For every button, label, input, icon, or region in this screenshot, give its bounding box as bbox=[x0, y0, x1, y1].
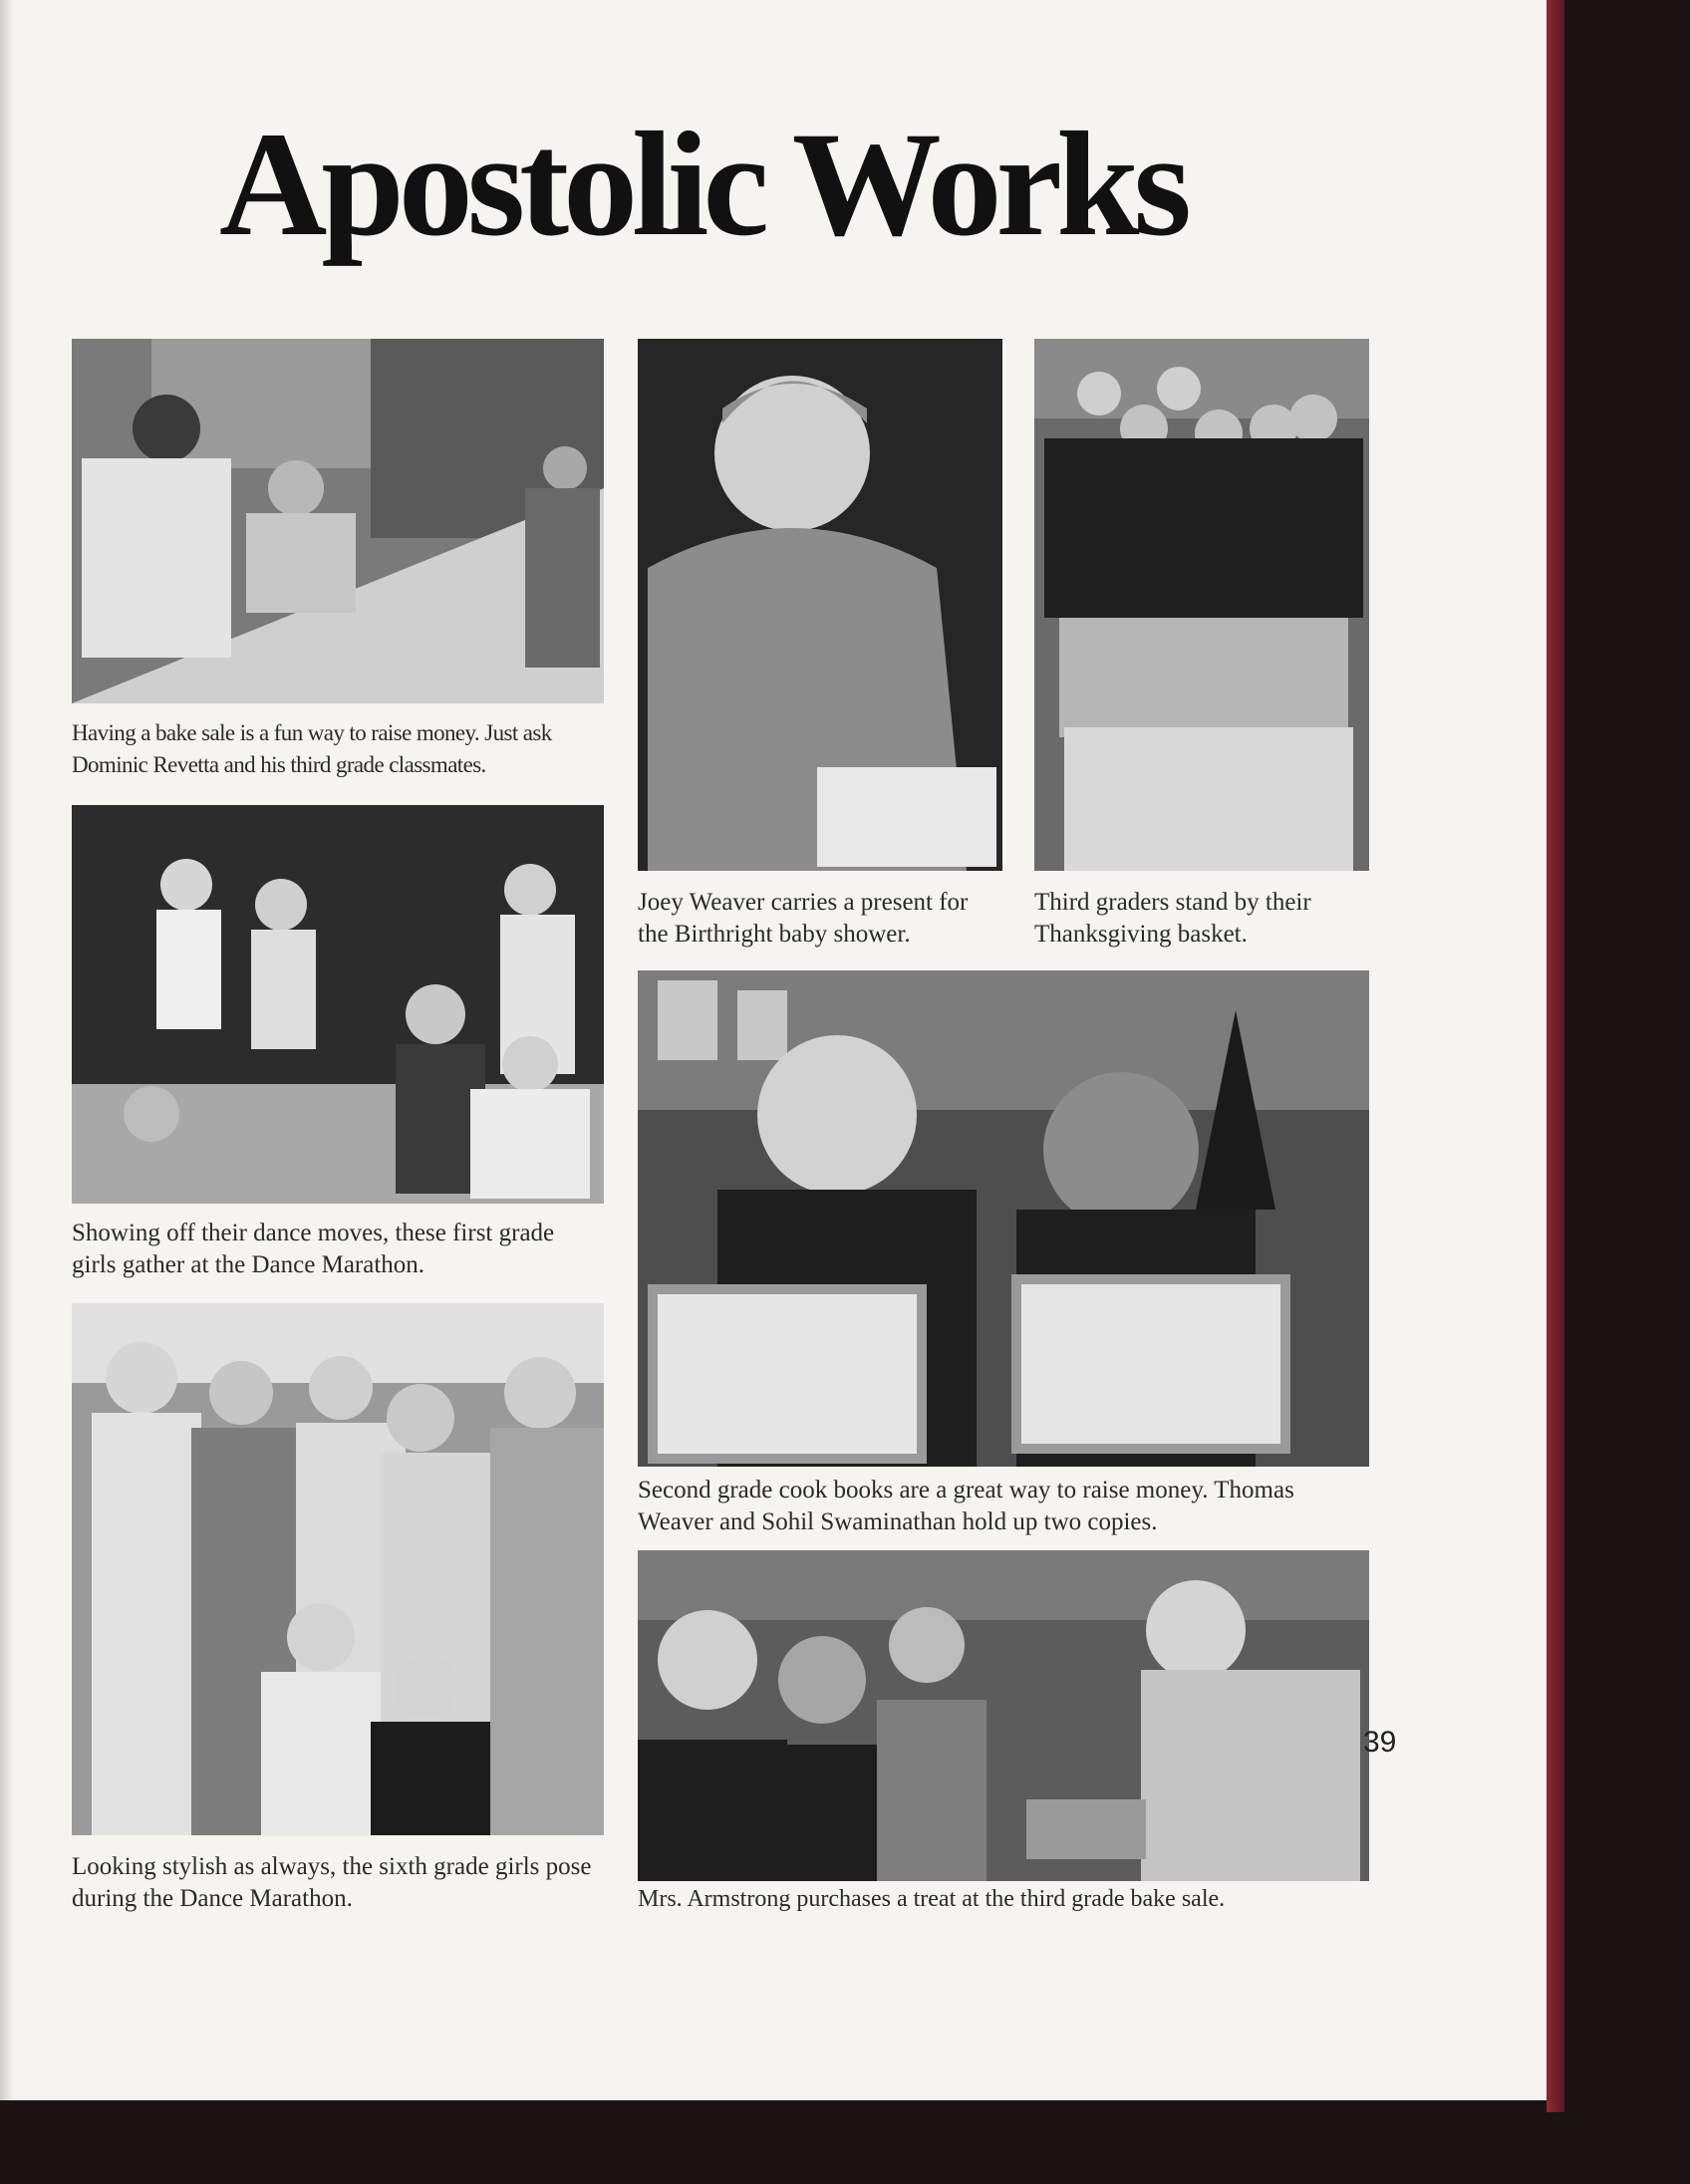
bake-sale-caption: Having a bake sale is a fun way to raise money. Just ask Dominic Revetta and his third grade classmates. bbox=[72, 720, 552, 777]
first-grade-dance-caption: Showing off their dance moves, these first grade girls gather at the Dance Marathon. bbox=[72, 1220, 555, 1278]
sixth-grade-girls-caption: Looking stylish as always, the sixth grade girls pose during the Dance Marathon. bbox=[72, 1853, 592, 1912]
bake-sale-photo bbox=[72, 339, 604, 703]
cook-books-caption: Second grade cook books are a great way to raise money. Thomas Weaver and Sohil Swaminathan hold up two copies. bbox=[638, 1477, 1294, 1535]
third-graders-caption: Third graders stand by their Thanksgiving basket. bbox=[1034, 889, 1311, 948]
first-grade-dance-photo bbox=[72, 805, 604, 1204]
page-title: Apostolic Works bbox=[219, 102, 1186, 267]
armstrong-bake-sale-photo bbox=[638, 1550, 1369, 1881]
page-gutter-shadow bbox=[0, 0, 14, 2100]
cook-books-photo bbox=[638, 970, 1369, 1467]
joey-weaver-photo bbox=[638, 339, 1002, 871]
third-graders-photo bbox=[1034, 339, 1369, 871]
armstrong-caption: Mrs. Armstrong purchases a treat at the third grade bake sale. bbox=[638, 1886, 1226, 1912]
joey-weaver-caption: Joey Weaver carries a present for the Birthright baby shower. bbox=[638, 889, 969, 948]
sixth-grade-girls-photo bbox=[72, 1303, 604, 1835]
book-binding bbox=[1547, 0, 1564, 2112]
page-number: 39 bbox=[1363, 1726, 1397, 1759]
